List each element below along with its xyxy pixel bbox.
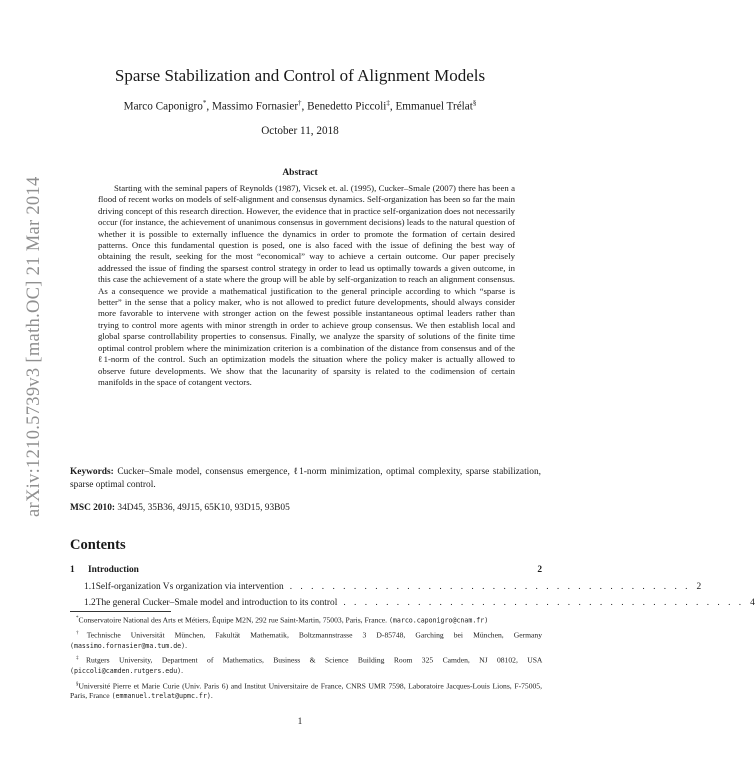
footnote-mark: * [76,616,79,621]
author-name: Massimo Fornasier [211,100,299,113]
toc-page: 4 [750,598,755,608]
footnote [70,680,542,702]
footnote-punct: . [210,690,213,700]
toc-page: 2 [696,582,702,592]
footnote-email[interactable]: (emmanuel.trelat@upmc.fr) [111,691,211,700]
toc-entry[interactable] [70,582,702,592]
toc-number: 1 [70,565,75,575]
arxiv-id: arXiv:1210.5739v3 [math.OC] 21 Mar 2014 [24,176,44,517]
footnote [70,614,542,626]
footnote [70,654,542,676]
paper-title: Sparse Stabilization and Control of Alignment Models [114,66,486,85]
footnote-text: Technische Universität München, Fakultät Mathematik, Boltzmannstrasse 3 D-85748, Garching bei München, Germany [86,630,543,640]
toc-label: Introduction [88,565,139,575]
abstract-heading: Abstract [282,168,318,178]
paper-date: October 11, 2018 [261,125,339,137]
toc-number: 1.2 [84,598,96,608]
footnote-email[interactable]: (massimo.fornasier@ma.tum.de) [70,641,186,650]
toc-leader: . . . . . . . . . . . . . . . . . . . . . . . . . . . . . . . . . . . . . . [289,582,691,592]
msc-label: MSC 2010: [70,503,116,513]
arxiv-watermark [10,172,44,517]
author-name: Emmanuel Trélat [395,100,473,113]
msc-classification [70,503,541,513]
footnote-text: Université Pierre et Marie Curie (Univ. Paris 6) and Institut Universitaire de France, CNRS UMR 7598, Laboratoire Jacques-Louis Lions, F-75005, Paris, France [70,681,542,700]
author-list: Marco Caponigro*, Massimo Fornasier†, Benedetto Piccoli‡, Emmanuel Trélat§ [123,99,477,113]
footnote-mark: ‡ [76,656,86,662]
toc-label: Self-organization Vs organization via intervention [95,582,284,592]
footnote-punct: . [181,665,184,675]
author-mark: † [298,99,302,107]
abstract-body: Starting with the seminal papers of Reynolds (1987), Vicsek et. al. (1995), Cucker–Smale (2007) there has been a flood of recent works on models of self-alignment and consensus dynamics. Self-organization has been so far the main driving concept of this research direction. However, the evidence that in practice self-organization does not necessarily occur (for instance, the achievement of unanimous consensus in government decisions) leads to the natural question of whether it is possible to externally influence the dynamics in order to promote the formation of certain desired patterns. Once this fundamental question is posed, one is also faced with the issue of defining the best way of obtaining the result, seeking for the most “economical” way to achieve a certain outcome. Our paper precisely addressed the issue of finding the sparsest control strategy in order to lead us optimally towards a given outcome, in this case the achievement of a state where the group will be able by self-organization to reach an alignment consensus. As a consequence we provide a mathematical justification to the general principle according to which “sparse is better” in the sense that a policy maker, who is not allowed to predict future developments, should always consider more favorable to intervene with stronger action on the fewest possible instantaneous optimal leaders rather than trying to control more agents with minor strength in order to achieve group consensus. We then establish local and global sparse controllability properties to consensus. Finally, we analyze the sparsity of solutions of the finite time optimal control problem where the minimization criterion is a combination of the distance from consensus and of the ℓ1-norm of the control. Such an optimization models the situation where the policy maker is actually allowed to observe future developments. We show that the lacunarity of sparsity is related to the codimension of certain manifolds in the space of cotangent vectors. [98,183,515,387]
toc-page: 2 [537,565,542,575]
toc-entry[interactable] [70,598,755,608]
footnote-mark: † [76,631,87,637]
footnote-mark: § [76,681,79,687]
author-mark: ‡ [386,99,390,107]
author-name: Marco Caponigro [123,100,203,113]
footnote-punct: . [185,640,188,650]
author-mark: § [472,99,477,107]
toc-label: The general Cucker–Smale model and introduction to its control [95,598,338,608]
footnote-text: Conservatoire National des Arts et Métiers, Équipe M2N, 292 rue Saint-Martin, 75003, Paris, France. [78,615,388,625]
author-name: Benedetto Piccoli [307,100,387,113]
footnote-email[interactable]: (piccoli@camden.rutgers.edu) [70,666,182,675]
contents-heading: Contents [70,537,126,553]
msc-codes: 34D45, 35B36, 49J15, 65K10, 93D15, 93B05 [117,503,290,513]
footnote-rule [70,611,171,612]
footnote-text: Rutgers University, Department of Mathematics, Business & Science Building Room 325 Camden, NJ 08102, USA [85,655,542,665]
footnotes [70,614,542,705]
footnote [70,629,542,651]
keywords-text: Cucker–Smale model, consensus emergence, ℓ1-norm minimization, optimal complexity, sparse stabilization, sparse optimal control. [70,467,541,490]
keywords-label: Keywords: [70,467,114,477]
toc-entry[interactable] [70,565,542,575]
keywords [70,466,541,491]
footnote-email[interactable]: (marco.caponigro@cnam.fr) [388,616,489,625]
author-mark: * [202,99,207,107]
toc-number: 1.1 [84,582,96,592]
toc-leader: . . . . . . . . . . . . . . . . . . . . . . . . . . . . . . . . . . . . . . [343,598,745,608]
page-number: 1 [297,717,303,727]
